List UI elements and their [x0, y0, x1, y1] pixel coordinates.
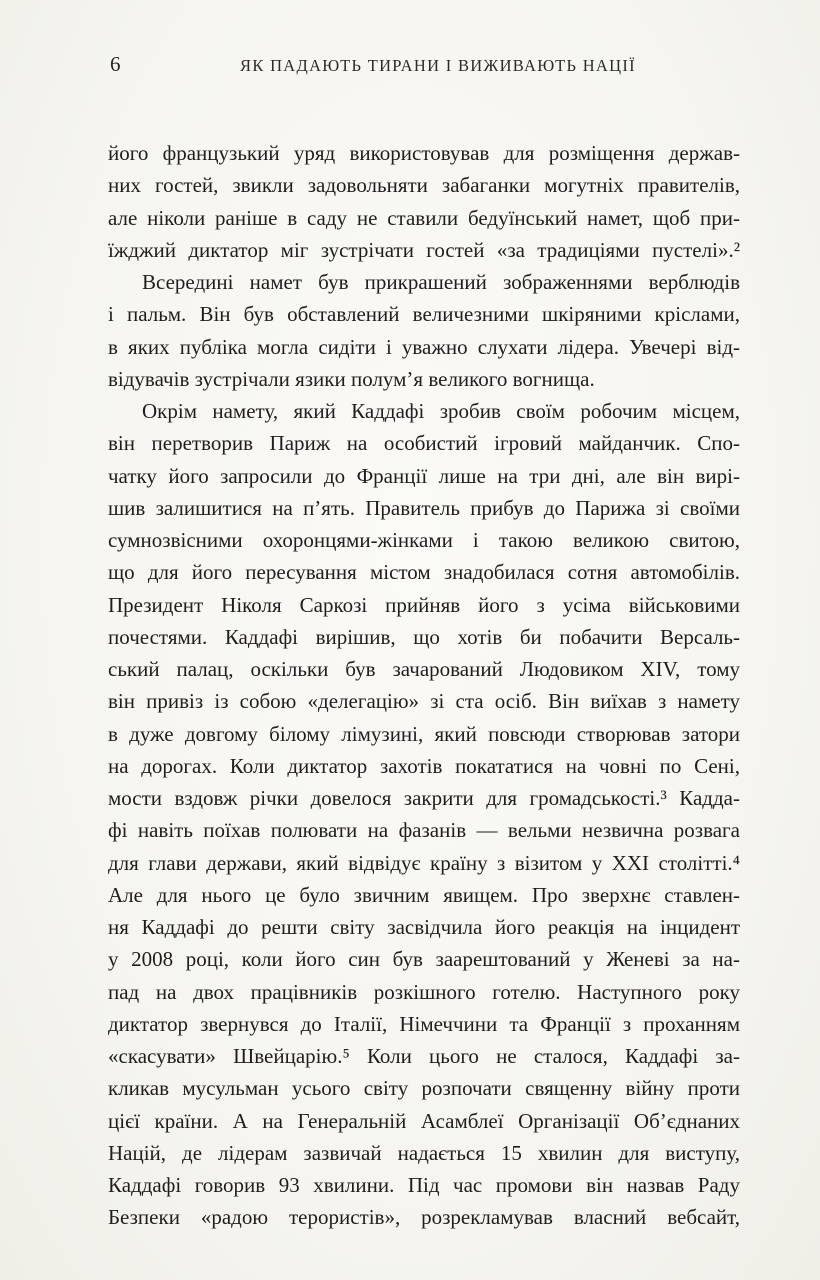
- text-line: він привіз із собою «делегацію» зі ста осіб. Він виїхав з намету: [108, 689, 740, 714]
- text-line: він перетворив Париж на особистий ігровий майданчик. Спо-: [108, 431, 740, 456]
- text-line: ський палац, оскільки був зачарований Людовиком XIV, тому: [108, 657, 740, 681]
- text-line: на дорогах. Коли диктатор захотів покататися на човні по Сені,: [108, 753, 740, 778]
- text-line: почестями. Каддафі вирішив, що хотів би побачити Версаль-: [108, 624, 740, 649]
- text-line: них гостей, звикли задовольняти забаганки могутніх правителів,: [108, 173, 740, 198]
- text-line: шив залишитися на п’ять. Правитель прибув до Парижа зі своїми: [108, 495, 740, 520]
- text-line: чатку його запросили до Франції лише на три дні, але він вирі-: [108, 463, 740, 488]
- text-line: але ніколи раніше в саду не ставили бедуїнський намет, щоб при-: [108, 205, 740, 230]
- text-line: у 2008 році, коли його син був заарештований у Женеві за на-: [108, 947, 740, 972]
- text-line: відувачів зустрічали язики полум’я великого вогнища.: [108, 366, 595, 391]
- text-line: «скасувати» Швейцарію.⁵ Коли цього не сталося, Каддафі за-: [108, 1044, 740, 1068]
- text-line: кликав мусульман усього світу розпочати священну війну проти: [108, 1076, 740, 1101]
- text-line: мости вздовж річки довелося закрити для громадськості.³ Кадда-: [108, 786, 740, 810]
- text-line: в яких публіка могла сидіти і уважно слухати лідера. Увечері від-: [108, 334, 740, 359]
- text-line: ня Каддафі до решти світу засвідчила його реакція на інцидент: [108, 915, 740, 939]
- text-line: Президент Ніколя Саркозі прийняв його з усіма військовими: [108, 592, 740, 617]
- text-line: сумнозвісними охоронцями-жінками і такою великою свитою,: [108, 528, 740, 552]
- text-line: Але для нього це було звичним явищем. Про зверхнє ставлен-: [108, 882, 740, 907]
- text-line: в дуже довгому білому лімузині, який повсюди створював затори: [108, 721, 740, 746]
- text-line: що для його пересування містом знадобилася сотня автомобілів.: [108, 560, 740, 585]
- text-line: диктатор звернувся до Італії, Німеччини та Франції з проханням: [108, 1011, 740, 1036]
- page-number: 6: [110, 52, 121, 76]
- text-line: цієї країни. А на Генеральній Асамблеї Організації Об’єднаних: [108, 1108, 740, 1133]
- text-line: фі навіть поїхав полювати на фазанів — вельми незвична розвага: [108, 818, 740, 843]
- running-header: ЯК ПАДАЮТЬ ТИРАНИ І ВИЖИВАЮТЬ НАЦІЇ: [240, 56, 636, 75]
- text-line: і пальм. Він був обставлений величезними шкіряними кріслами,: [108, 302, 740, 327]
- text-line: пад на двох працівників розкішного готелю. Наступного року: [108, 979, 740, 1004]
- text-line: для глави держави, який відвідує країну з візитом у XXI столітті.⁴: [108, 850, 740, 875]
- text-line: Окрім намету, який Каддафі зробив своїм робочим місцем,: [142, 399, 740, 423]
- text-line: його французький уряд використовував для розміщення держав-: [108, 141, 740, 165]
- text-line: Націй, де лідерам зазвичай надається 15 хвилин для виступу,: [108, 1140, 740, 1165]
- text-line: Безпеки «радою терористів», розрекламував власний вебсайт,: [108, 1205, 740, 1230]
- body-text-block: [108, 137, 740, 1234]
- text-line: Всередині намет був прикрашений зображеннями верблюдів: [142, 270, 740, 294]
- text-line: Каддафі говорив 93 хвилини. Під час промови він назвав Раду: [108, 1173, 740, 1197]
- text-line: їжджий диктатор міг зустрічати гостей «за традиціями пустелі».²: [108, 237, 740, 262]
